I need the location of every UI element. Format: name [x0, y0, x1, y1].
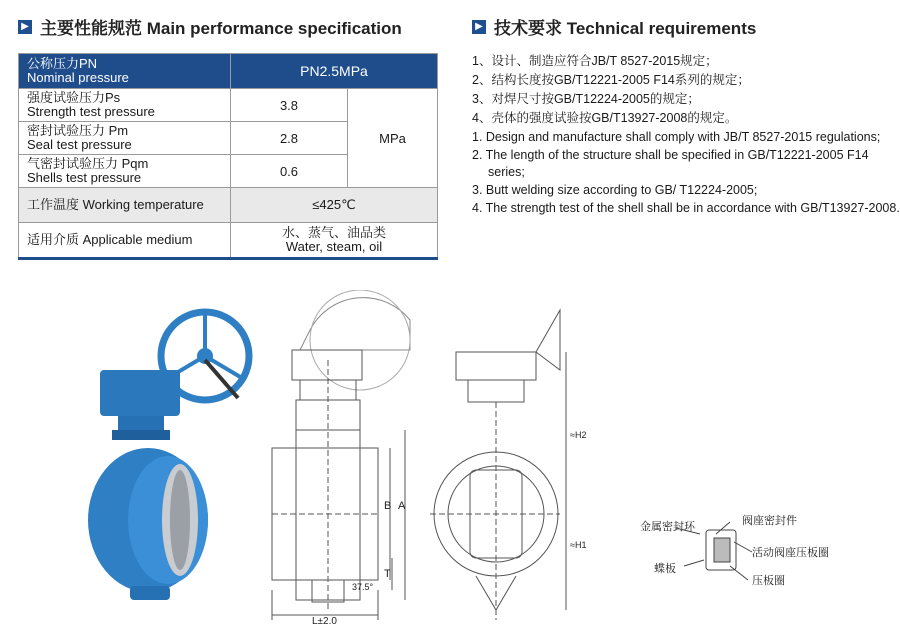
spec-label: 工作温度 Working temperature [19, 188, 231, 223]
list-item: 4、壳体的强度试验按GB/T13927-2008的规定。 [472, 111, 738, 125]
spec-value: 2.8 [231, 122, 348, 155]
label-movable-seat-plate: 活动阀座压板圈 [752, 547, 829, 559]
front-view-drawing [430, 310, 566, 620]
table-row [19, 54, 438, 89]
table-row [19, 223, 438, 259]
label-press-ring: 压板圈 [752, 575, 785, 587]
label-seat-seal: 阀座密封件 [742, 515, 797, 527]
spec-unit: MPa [348, 89, 438, 188]
spec-value: 水、蒸气、油品类 Water, steam, oil [231, 223, 438, 259]
table-row [19, 89, 438, 122]
arrow-icon: ▶ [18, 20, 32, 34]
spec-label: 强度试验压力Ps Strength test pressure [19, 89, 231, 122]
dim-label-h1: ≈H1 [570, 540, 587, 550]
list-item: 2、结构长度按GB/T12221-2005 F14系列的规定； [472, 73, 750, 87]
spec-label: 气密封试验压力 Pqm Shells test pressure [19, 155, 231, 188]
spec-label: 密封试验压力 Pm Seal test pressure [19, 122, 231, 155]
spec-value: 0.6 [231, 155, 348, 188]
spec-value: 3.8 [231, 89, 348, 122]
valve-drawings [0, 290, 900, 644]
requirements-list [472, 52, 900, 217]
section-title-text: 主要性能规范 Main performance specification [40, 19, 402, 38]
spec-table [18, 53, 438, 260]
list-item: 4. The strength test of the shell shall be in accordance with GB/T13927-2008. [472, 201, 900, 215]
section-title-text: 技术要求 Technical requirements [494, 19, 757, 38]
section-title-main-spec [18, 14, 402, 39]
dim-label-angle: 37.5° [352, 582, 374, 592]
spec-value: ≤425℃ [231, 188, 438, 223]
spec-label: 适用介质 Applicable medium [19, 223, 231, 259]
valve-photo [88, 312, 249, 600]
list-item: 1、设计、制造应符合JB/T 8527-2015规定； [472, 54, 718, 68]
label-metal-seal-ring: 金属密封环 [640, 521, 695, 533]
spec-value: PN2.5MPa [231, 54, 438, 89]
list-item: 2. The length of the structure shall be specified in GB/T12221-2005 F14 series; [472, 148, 869, 179]
label-disc: 蝶板 [654, 563, 676, 575]
dim-label-b: B [384, 500, 392, 512]
list-item: 3. Butt welding size according to GB/ T12224-2005; [472, 183, 758, 197]
dim-label-h2: ≈H2 [570, 430, 587, 440]
spec-label: 公称压力PN Nominal pressure [19, 54, 231, 89]
dim-label-t: T [384, 568, 391, 580]
arrow-icon: ▶ [472, 20, 486, 34]
dim-label-l: L±2.0 [312, 616, 337, 627]
list-item: 1. Design and manufacture shall comply with JB/T 8527-2015 regulations; [472, 130, 881, 144]
list-item: 3、对焊尺寸按GB/T12224-2005的规定； [472, 92, 700, 106]
figure-area [0, 290, 900, 644]
dim-label-a: A [398, 500, 406, 512]
section-title-tech-req [472, 14, 756, 39]
table-row [19, 188, 438, 223]
